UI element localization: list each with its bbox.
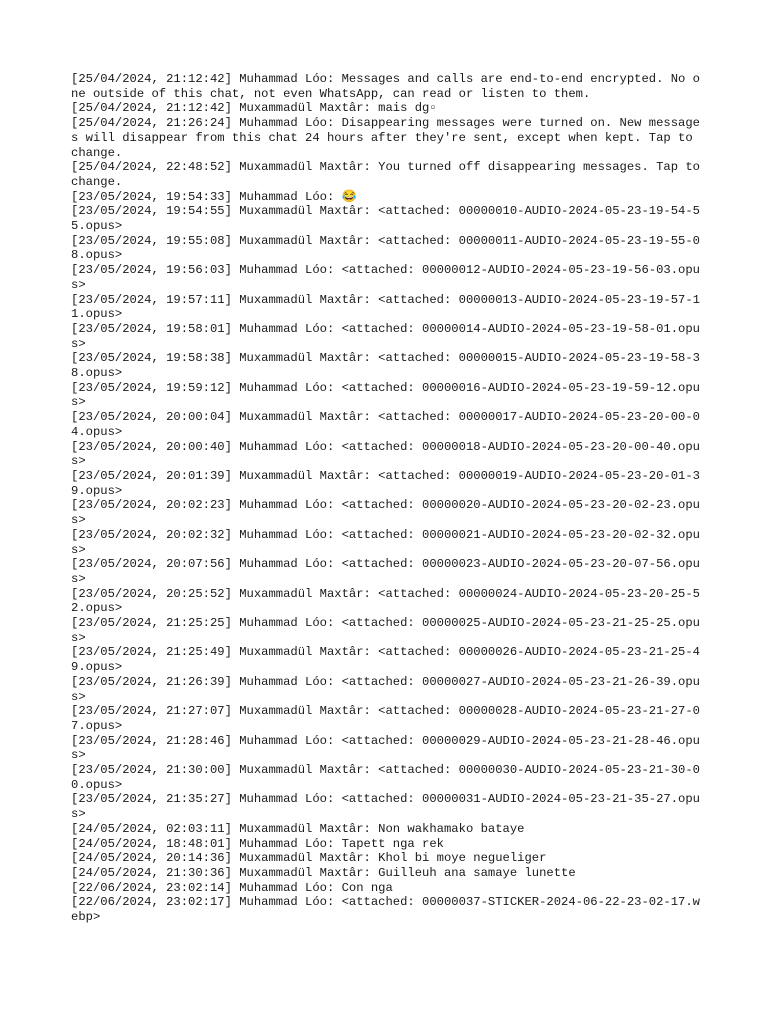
message-line: [23/05/2024, 20:00:40] Muhammad Lóo: <attached: 00000018-AUDIO-2024-05-23-20-00-40.opus> [71,439,700,469]
message-line: [23/05/2024, 19:58:38] Muxammadül Maxtâr: <attached: 00000015-AUDIO-2024-05-23-19-58-38.opus> [71,351,700,381]
message-line: [23/05/2024, 20:07:56] Muhammad Lóo: <attached: 00000023-AUDIO-2024-05-23-20-07-56.opus> [71,557,700,586]
message-line: [23/05/2024, 19:54:33] Muhammad Lóo: 😂 [71,189,357,204]
message-line: [22/06/2024, 23:02:14] Muhammad Lóo: Con nga [71,880,393,895]
message-line: [24/05/2024, 02:03:11] Muxammadül Maxtâr: Non wakhamako bataye [71,821,525,836]
message-line: [23/05/2024, 21:27:07] Muxammadül Maxtâr: <attached: 00000028-AUDIO-2024-05-23-21-27-07.opus> [71,704,700,733]
chat-log [71,72,708,925]
message-line: [23/05/2024, 19:58:01] Muhammad Lóo: <attached: 00000014-AUDIO-2024-05-23-19-58-01.opus> [71,321,700,351]
message-line: [23/05/2024, 20:00:04] Muxammadül Maxtâr: <attached: 00000017-AUDIO-2024-05-23-20-00-04.opus> [71,410,700,439]
message-line: [23/05/2024, 20:25:52] Muxammadül Maxtâr: <attached: 00000024-AUDIO-2024-05-23-20-25-52.opus> [71,586,700,616]
message-line: [25/04/2024, 21:12:42] Muxammadül Maxtâr: mais dg▫ [71,101,437,116]
message-line: [22/06/2024, 23:02:17] Muhammad Lóo: <attached: 00000037-STICKER-2024-06-22-23-02-17.webp> [71,895,700,925]
message-line: [23/05/2024, 21:28:46] Muhammad Lóo: <attached: 00000029-AUDIO-2024-05-23-21-28-46.opus> [71,733,700,763]
message-line: [23/05/2024, 21:30:00] Muxammadül Maxtâr: <attached: 00000030-AUDIO-2024-05-23-21-30-00.opus> [71,763,700,792]
message-line: [23/05/2024, 19:55:08] Muxammadül Maxtâr: <attached: 00000011-AUDIO-2024-05-23-19-55-08.opus> [71,233,700,263]
message-line: [23/05/2024, 19:56:03] Muhammad Lóo: <attached: 00000012-AUDIO-2024-05-23-19-56-03.opus> [71,263,700,292]
message-line: [25/04/2024, 22:48:52] Muxammadül Maxtâr: You turned off disappearing messages. Tap to change. [71,160,708,189]
message-line: [23/05/2024, 21:25:49] Muxammadül Maxtâr: <attached: 00000026-AUDIO-2024-05-23-21-25-49.opus> [71,645,700,675]
message-line: [24/05/2024, 21:30:36] Muxammadül Maxtâr: Guilleuh ana samaye lunette [71,865,576,880]
message-line: [23/05/2024, 21:26:39] Muhammad Lóo: <attached: 00000027-AUDIO-2024-05-23-21-26-39.opus> [71,674,700,704]
message-line: [23/05/2024, 20:02:23] Muhammad Lóo: <attached: 00000020-AUDIO-2024-05-23-20-02-23.opus> [71,498,700,528]
message-line: [23/05/2024, 21:35:27] Muhammad Lóo: <attached: 00000031-AUDIO-2024-05-23-21-35-27.opus> [71,792,700,822]
message-line: [24/05/2024, 18:48:01] Muhammad Lóo: Tapett nga rek [71,836,444,851]
message-line: [23/05/2024, 19:54:55] Muxammadül Maxtâr: <attached: 00000010-AUDIO-2024-05-23-19-54-55.opus> [71,204,700,234]
message-line: [23/05/2024, 19:59:12] Muhammad Lóo: <attached: 00000016-AUDIO-2024-05-23-19-59-12.opus> [71,380,700,410]
message-line: [23/05/2024, 21:25:25] Muhammad Lóo: <attached: 00000025-AUDIO-2024-05-23-21-25-25.opus> [71,616,700,645]
message-line: [23/05/2024, 20:02:32] Muhammad Lóo: <attached: 00000021-AUDIO-2024-05-23-20-02-32.opus> [71,527,700,557]
message-line: [25/04/2024, 21:12:42] Muhammad Lóo: Messages and calls are end-to-end encrypted. No one outside of this chat, not even WhatsApp, can read or listen to them. [71,72,700,101]
message-line: [25/04/2024, 21:26:24] Muhammad Lóo: Disappearing messages were turned on. New messages will disappear from this chat 24 hours after they're sent, except when kept. Tap to change. [71,116,700,160]
message-line: [24/05/2024, 20:14:36] Muxammadül Maxtâr: Khol bi moye negueliger [71,851,547,866]
message-line: [23/05/2024, 19:57:11] Muxammadül Maxtâr: <attached: 00000013-AUDIO-2024-05-23-19-57-11.opus> [71,292,700,322]
message-line: [23/05/2024, 20:01:39] Muxammadül Maxtâr: <attached: 00000019-AUDIO-2024-05-23-20-01-39.opus> [71,468,700,498]
